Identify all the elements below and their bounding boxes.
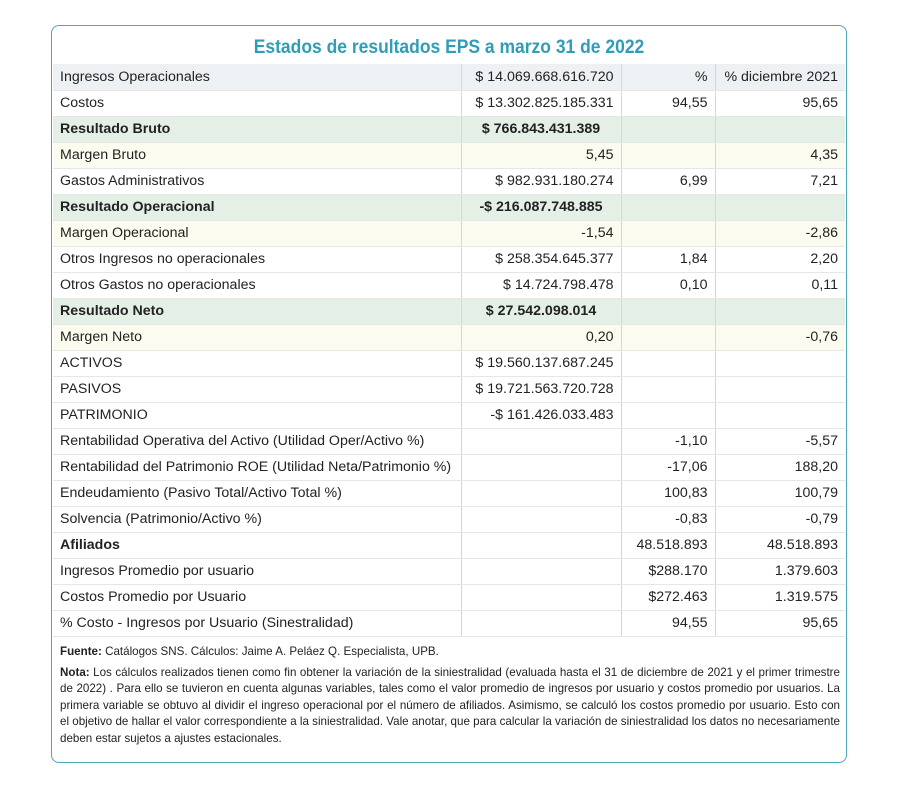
table-row xyxy=(53,584,845,610)
row-pct: $288.170 xyxy=(621,558,715,584)
row-label: Otros Gastos no operacionales xyxy=(53,272,461,298)
table-row xyxy=(53,298,845,324)
row-pct: 94,55 xyxy=(621,610,715,636)
table-row xyxy=(53,428,845,454)
row-value xyxy=(461,584,621,610)
table-row xyxy=(53,168,845,194)
table-row xyxy=(53,376,845,402)
row-value: $ 19.721.563.720.728 xyxy=(461,376,621,402)
results-table xyxy=(53,64,845,637)
row-label: Costos xyxy=(53,90,461,116)
table-row xyxy=(53,506,845,532)
row-label: PASIVOS xyxy=(53,376,461,402)
row-label: Resultado Operacional xyxy=(53,194,461,220)
table-row xyxy=(53,116,845,142)
row-pct xyxy=(621,220,715,246)
row-label: Margen Neto xyxy=(53,324,461,350)
results-card xyxy=(51,25,847,763)
method-note xyxy=(60,665,840,748)
row-pct xyxy=(621,194,715,220)
table-row xyxy=(53,350,845,376)
row-value: $ 766.843.431.389 xyxy=(461,116,621,142)
row-pct-december xyxy=(715,402,845,428)
table-row xyxy=(53,272,845,298)
col-header-pct-december: % diciembre 2021 xyxy=(715,64,845,90)
row-value xyxy=(461,480,621,506)
row-pct-december xyxy=(715,116,845,142)
table-row xyxy=(53,480,845,506)
row-pct xyxy=(621,324,715,350)
row-pct-december: 2,20 xyxy=(715,246,845,272)
row-pct-december xyxy=(715,376,845,402)
row-pct xyxy=(621,402,715,428)
row-label: Rentabilidad Operativa del Activo (Utilidad Oper/Activo %) xyxy=(53,428,461,454)
row-pct xyxy=(621,350,715,376)
row-pct: 48.518.893 xyxy=(621,532,715,558)
row-pct-december xyxy=(715,350,845,376)
row-pct-december: 1.379.603 xyxy=(715,558,845,584)
row-pct: 0,10 xyxy=(621,272,715,298)
row-label: Rentabilidad del Patrimonio ROE (Utilidad Neta/Patrimonio %) xyxy=(53,454,461,480)
row-pct: 100,83 xyxy=(621,480,715,506)
row-label: Ingresos Operacionales xyxy=(53,64,461,90)
row-pct: 94,55 xyxy=(621,90,715,116)
row-pct-december: 1.319.575 xyxy=(715,584,845,610)
row-pct xyxy=(621,142,715,168)
row-pct xyxy=(621,116,715,142)
row-pct-december: 95,65 xyxy=(715,610,845,636)
row-pct-december: 0,11 xyxy=(715,272,845,298)
row-pct-december: 95,65 xyxy=(715,90,845,116)
row-pct-december: -5,57 xyxy=(715,428,845,454)
table-row xyxy=(53,90,845,116)
row-value: $ 27.542.098.014 xyxy=(461,298,621,324)
row-pct: 1,84 xyxy=(621,246,715,272)
row-label: Margen Operacional xyxy=(53,220,461,246)
row-pct-december: 48.518.893 xyxy=(715,532,845,558)
row-value: 0,20 xyxy=(461,324,621,350)
row-pct-december xyxy=(715,298,845,324)
table-row xyxy=(53,194,845,220)
table-row xyxy=(53,558,845,584)
row-pct xyxy=(621,298,715,324)
row-label: PATRIMONIO xyxy=(53,402,461,428)
row-pct-december: -0,79 xyxy=(715,506,845,532)
row-pct: -17,06 xyxy=(621,454,715,480)
row-pct-december: -2,86 xyxy=(715,220,845,246)
row-label: Gastos Administrativos xyxy=(53,168,461,194)
source-text: Catálogos SNS. Cálculos: Jaime A. Peláez Q. Especialista, UPB. xyxy=(101,645,439,658)
row-label: Resultado Bruto xyxy=(53,116,461,142)
row-value xyxy=(461,454,621,480)
row-label: ACTIVOS xyxy=(53,350,461,376)
row-pct-december: 4,35 xyxy=(715,142,845,168)
row-label: Otros Ingresos no operacionales xyxy=(53,246,461,272)
row-value xyxy=(461,610,621,636)
row-value: -$ 161.426.033.483 xyxy=(461,402,621,428)
table-row xyxy=(53,402,845,428)
row-value xyxy=(461,428,621,454)
row-label: Resultado Neto xyxy=(53,298,461,324)
table-row xyxy=(53,324,845,350)
row-label: Solvencia (Patrimonio/Activo %) xyxy=(53,506,461,532)
table-row xyxy=(53,142,845,168)
row-value: -1,54 xyxy=(461,220,621,246)
row-value: $ 19.560.137.687.245 xyxy=(461,350,621,376)
table-title: Estados de resultados EPS a marzo 31 de 2022 xyxy=(253,37,645,58)
row-label: Costos Promedio por Usuario xyxy=(53,584,461,610)
table-row xyxy=(53,220,845,246)
row-pct: -1,10 xyxy=(621,428,715,454)
row-label: Endeudamiento (Pasivo Total/Activo Total %) xyxy=(53,480,461,506)
row-pct-december: 100,79 xyxy=(715,480,845,506)
row-pct-december: 188,20 xyxy=(715,454,845,480)
row-label: Afiliados xyxy=(53,532,461,558)
note-text: Los cálculos realizados tienen como fin obtener la variación de la siniestralidad (evaluada hasta el 31 de diciembre de 2021 y el primer trimestre de 2022) . Para ello se tuvieron en cuenta algunas variables, tales como el valor promedio de ingresos por usuario y costos promedio por usuarios. La primera variable se obtuvo al dividir el ingreso operacional por el número de afiliados. Asimismo, se calculó los costos promedio por usuario. Esto con el objetivo de hallar el valor correspondiente a la siniestralidad. Vale anotar, que para calcular la variación de siniestralidad los datos no necesariamente deben estar sujetos a ajustes estacionales. xyxy=(60,665,840,745)
results-table-body xyxy=(53,64,845,636)
source-label: Fuente: xyxy=(60,645,102,658)
table-row xyxy=(53,246,845,272)
table-row xyxy=(53,532,845,558)
row-value xyxy=(461,506,621,532)
row-value: $ 14.724.798.478 xyxy=(461,272,621,298)
note-label: Nota: xyxy=(60,665,90,679)
row-pct: 6,99 xyxy=(621,168,715,194)
row-value: $ 258.354.645.377 xyxy=(461,246,621,272)
row-value xyxy=(461,532,621,558)
row-label: % Costo - Ingresos por Usuario (Sinestralidad) xyxy=(53,610,461,636)
row-value: $ 982.931.180.274 xyxy=(461,168,621,194)
row-value: $ 13.302.825.185.331 xyxy=(461,90,621,116)
table-row xyxy=(53,454,845,480)
row-pct-december: -0,76 xyxy=(715,324,845,350)
row-pct: $272.463 xyxy=(621,584,715,610)
footnotes xyxy=(60,644,840,752)
row-value: -$ 216.087.748.885 xyxy=(461,194,621,220)
col-header-pct: % xyxy=(621,64,715,90)
row-value: 5,45 xyxy=(461,142,621,168)
source-note xyxy=(60,644,840,661)
row-value: $ 14.069.668.616.720 xyxy=(461,64,621,90)
row-pct-december: 7,21 xyxy=(715,168,845,194)
row-pct xyxy=(621,376,715,402)
row-value xyxy=(461,558,621,584)
header-row xyxy=(53,64,845,90)
table-row xyxy=(53,610,845,636)
row-label: Margen Bruto xyxy=(53,142,461,168)
row-pct-december xyxy=(715,194,845,220)
row-pct: -0,83 xyxy=(621,506,715,532)
row-label: Ingresos Promedio por usuario xyxy=(53,558,461,584)
